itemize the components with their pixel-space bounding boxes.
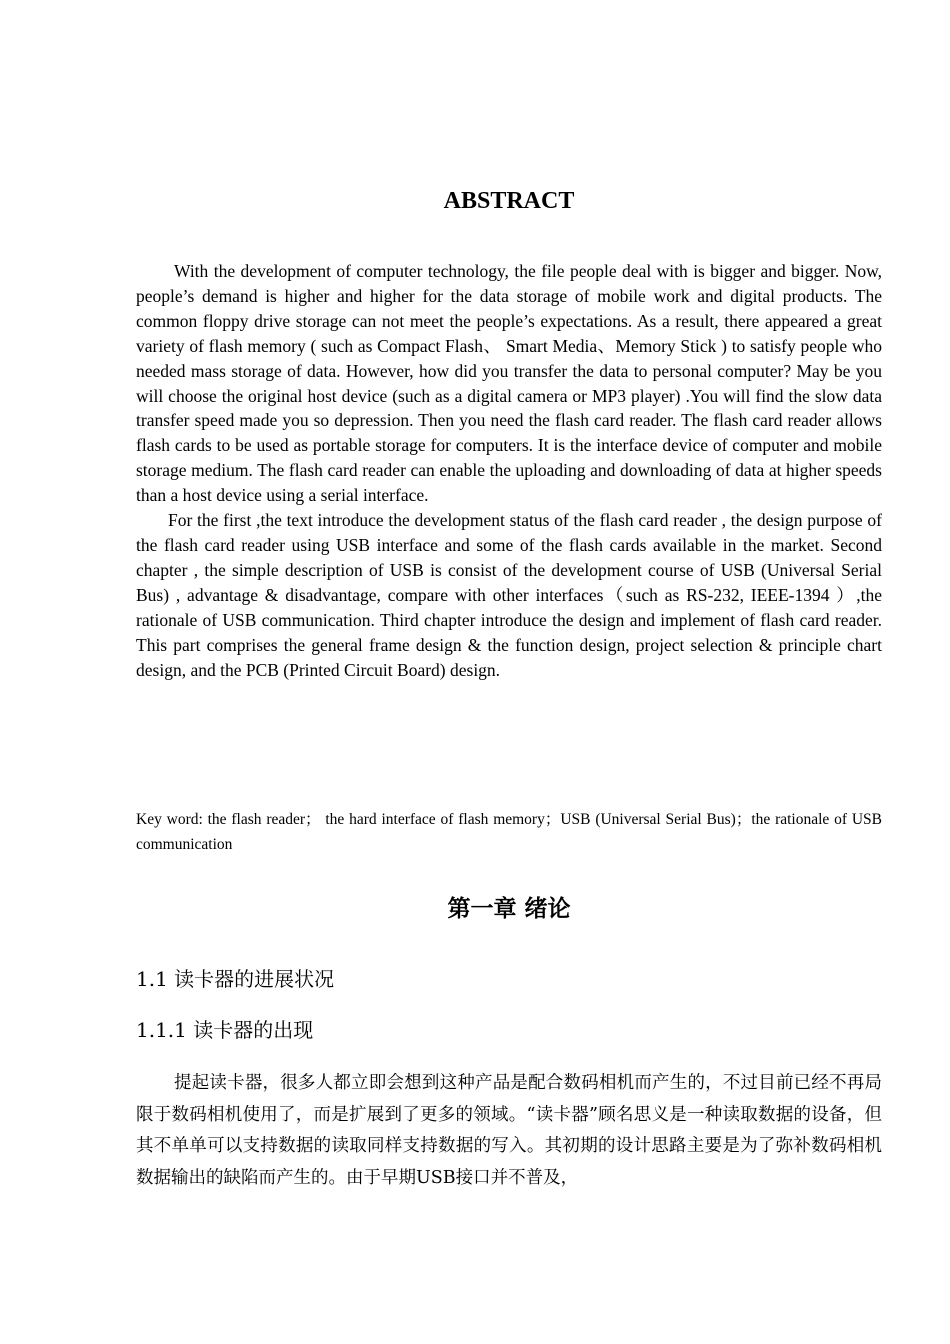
chapter-title: 第一章 绪论 xyxy=(447,896,571,922)
abstract-paragraph-2: For the first ,the text introduce the development status of the flash card reader , the design purpose of the flash card reader using USB interface and some of the flash cards available in the market. Second chapter , the simple description of USB is consist of the development course of USB (Universal Serial Bus) , advantage & disadvantage, compare with other interfaces（such as RS-232, IEEE-1394 ）,the rationale of USB communication. Third chapter introduce the design and implement of flash card reader. This part comprises the general frame design & the function design, project selection & principle chart design, and the PCB (Printed Circuit Board) design. xyxy=(136,510,882,680)
subsection-heading: 1.1.1 读卡器的出现 xyxy=(136,1018,314,1042)
abstract-paragraph-1: With the development of computer technology, the file people deal with is bigger and bigger. Now, people’s demand is higher and higher for the data storage of mobile work and digital products. The common floppy drive storage can not meet the people’s expectations. As a result, there appeared a great variety of flash memory ( such as Compact Flash、 Smart Media、Memory Stick ) to satisfy people who needed mass storage of data. However, how did you transfer the data to personal computer? May be you will choose the original host device (such as a digital camera or MP3 player) .You will find the slow data transfer speed made you so depression. Then you need the flash card reader. The flash card reader allows flash cards to be used as portable storage for computers. It is the interface device of computer and mobile storage medium. The flash card reader can enable the uploading and downloading of data at higher speeds than a host device using a serial interface. xyxy=(136,261,882,506)
section-heading: 1.1 读卡器的进展状况 xyxy=(136,967,335,991)
abstract-body xyxy=(136,259,882,682)
chapter-body-paragraph: 提起读卡器，很多人都立即会想到这种产品是配合数码相机而产生的，不过目前已经不再局限于数码相机使用了，而是扩展到了更多的领域。“读卡器”顾名思义是一种读取数据的设备，但其不单单可以支持数据的读取同样支持数据的写入。其初期的设计思路主要是为了弥补数码相机数据输出的缺陷而产生的。由于早期USB接口并不普及， xyxy=(136,1073,882,1188)
keywords: Key word: the flash reader； the hard interface of flash memory；USB (Universal Serial Bus)；the rationale of USB communication xyxy=(136,811,882,853)
abstract-title: ABSTRACT xyxy=(443,188,575,214)
